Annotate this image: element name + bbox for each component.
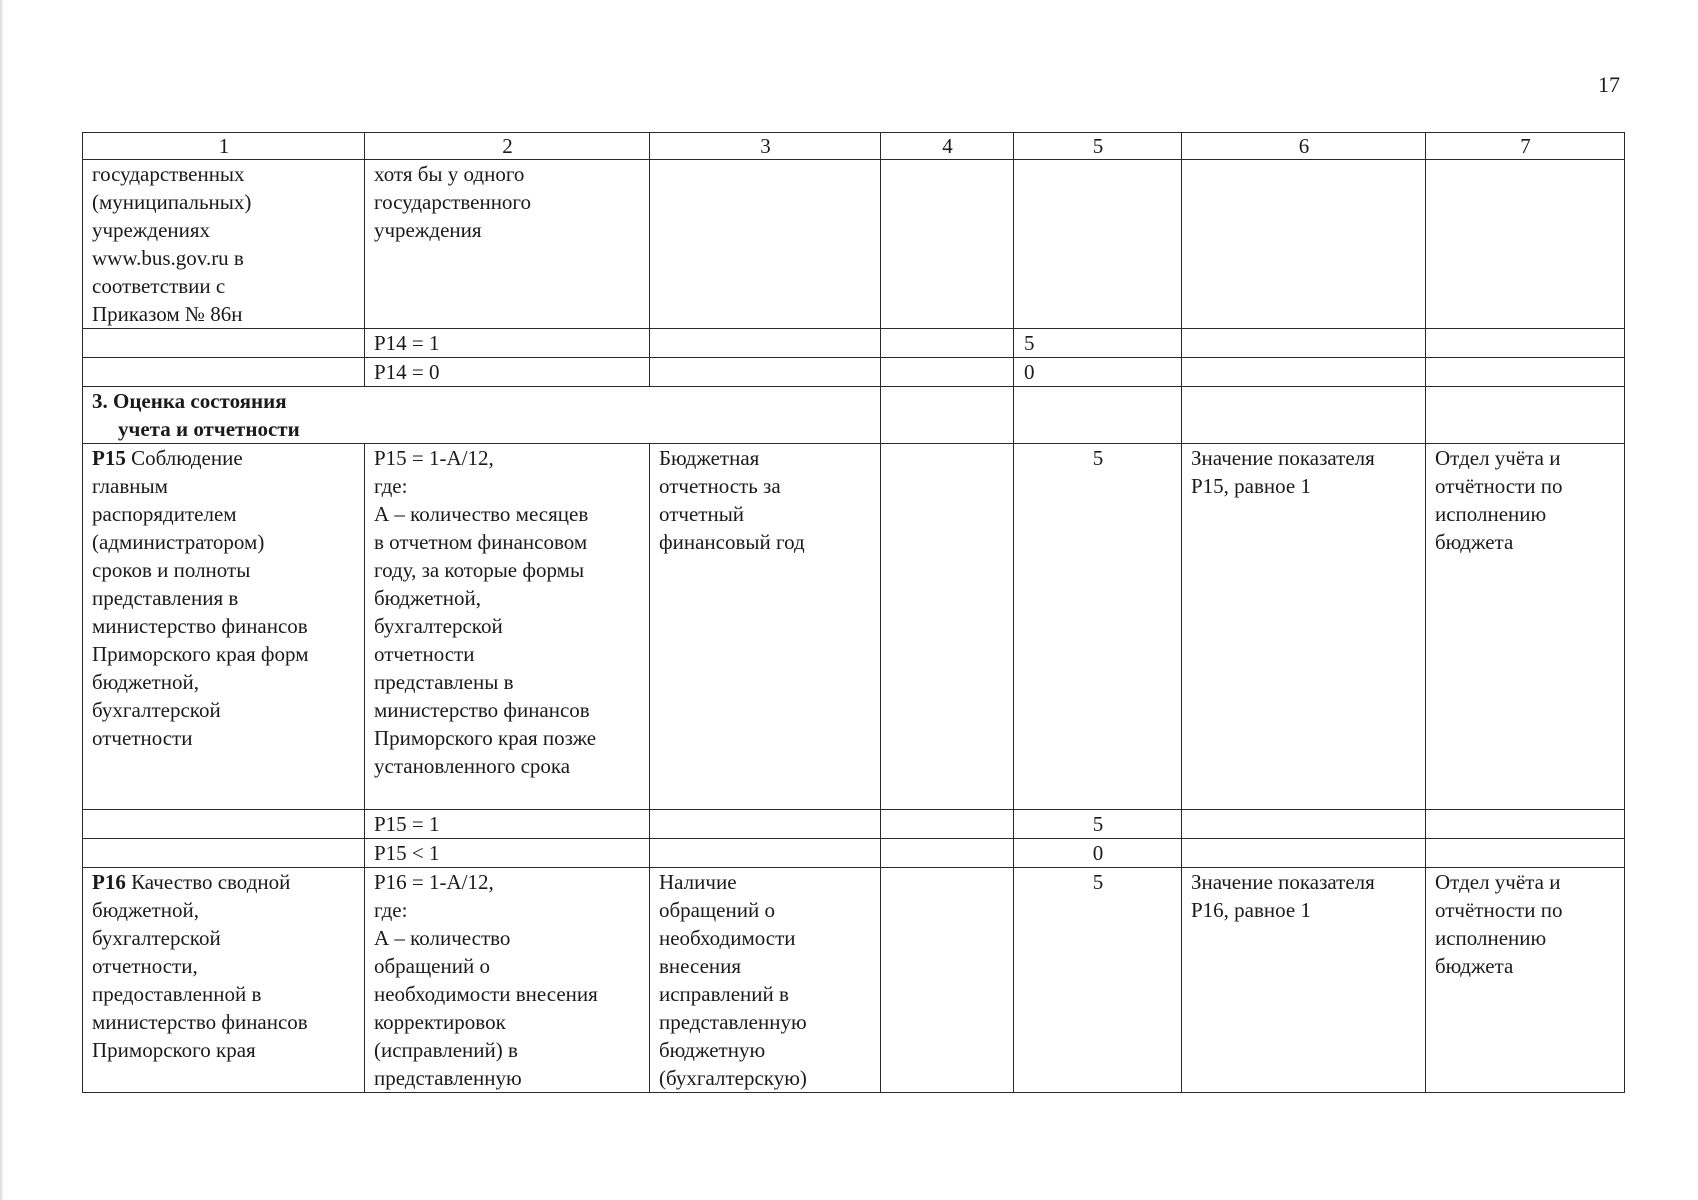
empty-cell: [881, 839, 1014, 868]
column-number: 7: [1426, 133, 1625, 160]
empty-cell: [83, 810, 365, 839]
target-cell: [1182, 160, 1426, 329]
empty-cell: [83, 839, 365, 868]
column-number: 1: [83, 133, 365, 160]
indicator-name: Соблюдение главным распорядителем (администратором) сроков и полноты представления в министерство финансов Приморского края форм бюджетной, бухгалтерской отчетности: [92, 446, 309, 750]
empty-cell: [1182, 358, 1426, 387]
score-cell: [1014, 160, 1182, 329]
source-cell: [650, 160, 881, 329]
column-number: 3: [650, 133, 881, 160]
indicator-name: Качество сводной бюджетной, бухгалтерской отчетности, предоставленной в министерство финансов Приморского края: [92, 870, 308, 1062]
score-cell: 5: [1014, 810, 1182, 839]
table-row: [83, 839, 1625, 868]
department-cell: Отдел учёта и отчётности по исполнению бюджета: [1426, 444, 1625, 810]
empty-cell: [1182, 387, 1426, 444]
empty-cell: [881, 444, 1014, 810]
empty-cell: [1426, 329, 1625, 358]
table-row: [83, 810, 1625, 839]
formula-cell: хотя бы у одного государственного учреждения: [365, 160, 650, 329]
score-cell: 5: [1014, 868, 1182, 1093]
empty-cell: [881, 358, 1014, 387]
empty-cell: [650, 810, 881, 839]
indicator-name-cell: [83, 868, 365, 1093]
empty-cell: [1426, 839, 1625, 868]
source-cell: Наличие обращений о необходимости внесения исправлений в представленную бюджетную (бухгалтерскую): [650, 868, 881, 1093]
indicator-name-cell: [83, 444, 365, 810]
department-cell: Отдел учёта и отчётности по исполнению бюджета: [1426, 868, 1625, 1093]
formula-cell: Р14 = 1: [365, 329, 650, 358]
empty-cell: [650, 839, 881, 868]
column-number-row: [83, 133, 1625, 160]
criteria-table: [82, 132, 1625, 1093]
empty-cell: [881, 810, 1014, 839]
formula-cell: Р15 = 1: [365, 810, 650, 839]
formula-cell: Р16 = 1-А/12, где: А – количество обращений о необходимости внесения корректировок (исправлений) в представленную: [365, 868, 650, 1093]
score-cell: 5: [1014, 444, 1182, 810]
column-number: 6: [1182, 133, 1426, 160]
section-heading: [83, 387, 881, 444]
empty-cell: [83, 358, 365, 387]
section-heading-line1: 3. Оценка состояния: [92, 389, 287, 413]
empty-cell: [881, 387, 1014, 444]
column-number: 4: [881, 133, 1014, 160]
empty-cell: [881, 868, 1014, 1093]
empty-cell: [1426, 810, 1625, 839]
table-row: [83, 358, 1625, 387]
scan-edge: [0, 0, 3, 1200]
target-cell: Значение показателя Р15, равное 1: [1182, 444, 1426, 810]
empty-cell: [1014, 387, 1182, 444]
column-number: 5: [1014, 133, 1182, 160]
indicator-row-p15: [83, 444, 1625, 810]
empty-cell: [881, 329, 1014, 358]
indicator-name-cell: государственных (муниципальных) учреждениях www.bus.gov.ru в соответствии с Приказом № 86н: [83, 160, 365, 329]
source-cell: Бюджетная отчетность за отчетный финансовый год: [650, 444, 881, 810]
empty-cell: [1426, 387, 1625, 444]
target-cell: Значение показателя Р16, равное 1: [1182, 868, 1426, 1093]
formula-cell: Р15 = 1-А/12, где: А – количество месяцев в отчетном финансовом году, за которые формы бюджетной, бухгалтерской отчетности представлены в министерство финансов Приморского края позже установленного срока: [365, 444, 650, 810]
empty-cell: [1182, 329, 1426, 358]
empty-cell: [650, 329, 881, 358]
empty-cell: [1182, 839, 1426, 868]
indicator-row-p16: [83, 868, 1625, 1093]
empty-cell: [881, 160, 1014, 329]
formula-cell: Р14 = 0: [365, 358, 650, 387]
section-heading-line2: учета и отчетности: [118, 417, 300, 441]
page-number: 17: [1598, 72, 1620, 97]
table-row: [83, 329, 1625, 358]
indicator-code: Р16: [92, 870, 126, 894]
score-cell: 0: [1014, 358, 1182, 387]
department-cell: [1426, 160, 1625, 329]
score-cell: 5: [1014, 329, 1182, 358]
section-heading-row: [83, 387, 1625, 444]
score-cell: 0: [1014, 839, 1182, 868]
table-row: [83, 160, 1625, 329]
empty-cell: [1182, 810, 1426, 839]
empty-cell: [650, 358, 881, 387]
empty-cell: [83, 329, 365, 358]
column-number: 2: [365, 133, 650, 160]
indicator-code: Р15: [92, 446, 126, 470]
formula-cell: Р15 < 1: [365, 839, 650, 868]
empty-cell: [1426, 358, 1625, 387]
